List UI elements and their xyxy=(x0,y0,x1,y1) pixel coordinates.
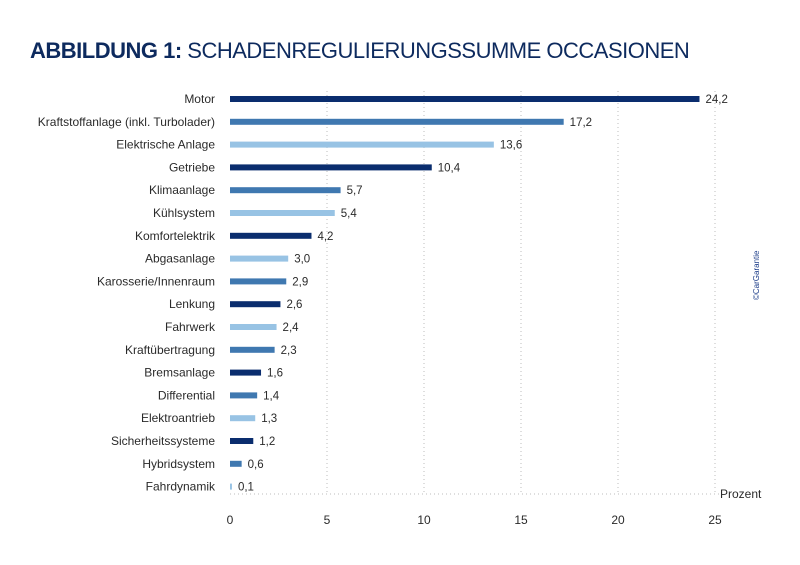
bar xyxy=(230,164,432,170)
value-label: 1,2 xyxy=(259,436,276,448)
bar xyxy=(230,438,253,444)
category-label: Kraftstoffanlage (inkl. Turbolader) xyxy=(37,114,215,129)
value-label: 2,6 xyxy=(286,299,303,312)
bar xyxy=(230,370,261,376)
category-label: Fahrdynamik xyxy=(145,479,215,494)
bar xyxy=(230,278,286,284)
x-axis-unit-label: Prozent xyxy=(720,487,762,501)
category-label: Klimaanlage xyxy=(148,183,215,198)
category-label: Fahrwerk xyxy=(164,320,215,334)
bar xyxy=(230,484,232,490)
value-label: 24,2 xyxy=(705,94,728,106)
category-label: Lenkung xyxy=(168,297,215,312)
bar xyxy=(230,347,275,353)
value-label: 5,4 xyxy=(340,208,357,220)
category-label: Hybridsystem xyxy=(142,456,215,471)
bar xyxy=(230,324,277,330)
bar xyxy=(230,256,288,262)
bar xyxy=(230,461,242,467)
value-label: 10,4 xyxy=(437,162,461,175)
x-tick-label: 25 xyxy=(708,513,722,527)
x-tick-label: 10 xyxy=(417,513,431,527)
category-label: Abgasanlage xyxy=(144,251,215,266)
x-tick-label: 0 xyxy=(226,513,234,527)
category-label: Sicherheitssysteme xyxy=(110,434,215,448)
bar xyxy=(230,392,257,398)
x-tick-label: 20 xyxy=(611,513,625,527)
category-label: Karosserie/Innenraum xyxy=(96,274,215,289)
bar xyxy=(230,415,255,421)
category-label: Elektroantrieb xyxy=(140,411,215,426)
category-label: Komfortelektrik xyxy=(134,228,215,243)
category-label: Kraftübertragung xyxy=(124,342,215,357)
value-label: 1,4 xyxy=(263,390,280,403)
value-label: 2,4 xyxy=(282,322,299,334)
value-label: 1,6 xyxy=(267,367,284,380)
chart-title-prefix: ABBILDUNG 1: xyxy=(30,38,182,63)
bar xyxy=(230,301,280,307)
x-tick-label: 5 xyxy=(323,513,331,527)
value-label: 2,9 xyxy=(292,276,309,289)
value-label: 2,3 xyxy=(280,344,297,357)
x-tick-label: 15 xyxy=(514,513,528,527)
value-label: 13,6 xyxy=(499,139,523,152)
category-label: Getriebe xyxy=(168,160,215,175)
bar xyxy=(230,119,564,125)
value-label: 4,2 xyxy=(317,230,334,243)
chart-title-text: SCHADENREGULIERUNGSSUMME OCCASIONEN xyxy=(187,38,690,63)
bar xyxy=(230,210,335,216)
value-label: 0,1 xyxy=(237,481,254,494)
value-label: 1,3 xyxy=(261,413,278,426)
category-label: Kühlsystem xyxy=(152,206,215,220)
value-label: 0,6 xyxy=(247,458,264,471)
bar xyxy=(230,96,699,102)
bar xyxy=(230,142,494,148)
value-label: 3,0 xyxy=(294,253,311,266)
bar xyxy=(230,233,311,239)
category-label: Elektrische Anlage xyxy=(116,137,215,152)
category-label: Bremsanlage xyxy=(144,365,215,380)
value-label: 5,7 xyxy=(346,185,363,198)
category-label: Motor xyxy=(184,92,215,106)
copyright-note: ©CarGarantie xyxy=(752,250,761,300)
category-label: Differential xyxy=(157,388,215,403)
bar xyxy=(230,187,341,193)
value-label: 17,2 xyxy=(569,116,593,129)
